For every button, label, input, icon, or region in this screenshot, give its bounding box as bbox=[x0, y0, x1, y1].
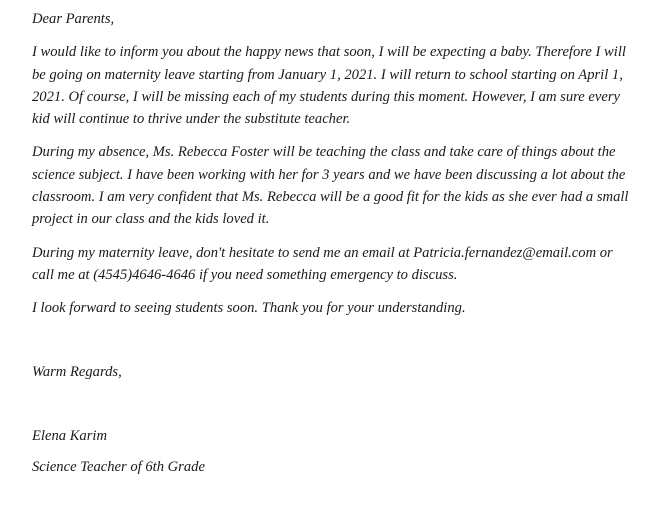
closing: Warm Regards, bbox=[32, 363, 122, 380]
letter-body bbox=[32, 8, 632, 478]
signature-name: Elena Karim bbox=[32, 427, 107, 444]
paragraph-contact: During my maternity leave, don't hesitate to send me an email at Patricia.fernandez@email.com or call me at (4545)4646-4646 if you need something emergency to discuss. bbox=[32, 244, 613, 283]
paragraph-announcement: I would like to inform you about the happy news that soon, I will be expecting a baby. Therefore I will be going on maternity leave starting from January 1, 2021. I will return to school starting on April 1, 2021. Of course, I will be missing each of my students during this moment. However, I am sure every kid will continue to thrive under the substitute teacher. bbox=[32, 44, 626, 128]
signature-title: Science Teacher of 6th Grade bbox=[32, 459, 205, 476]
paragraph-thanks: I look forward to seeing students soon. Thank you for your understanding. bbox=[32, 300, 466, 317]
paragraph-substitute: During my absence, Ms. Rebecca Foster will be teaching the class and take care of things about the science subject. I have been working with her for 3 years and we have been discussing a lot about the classroom. I am very confident that Ms. Rebecca will be a good fit for the kids as she ever had a small project in our class and the kids loved it. bbox=[32, 144, 629, 228]
salutation: Dear Parents, bbox=[32, 11, 115, 27]
